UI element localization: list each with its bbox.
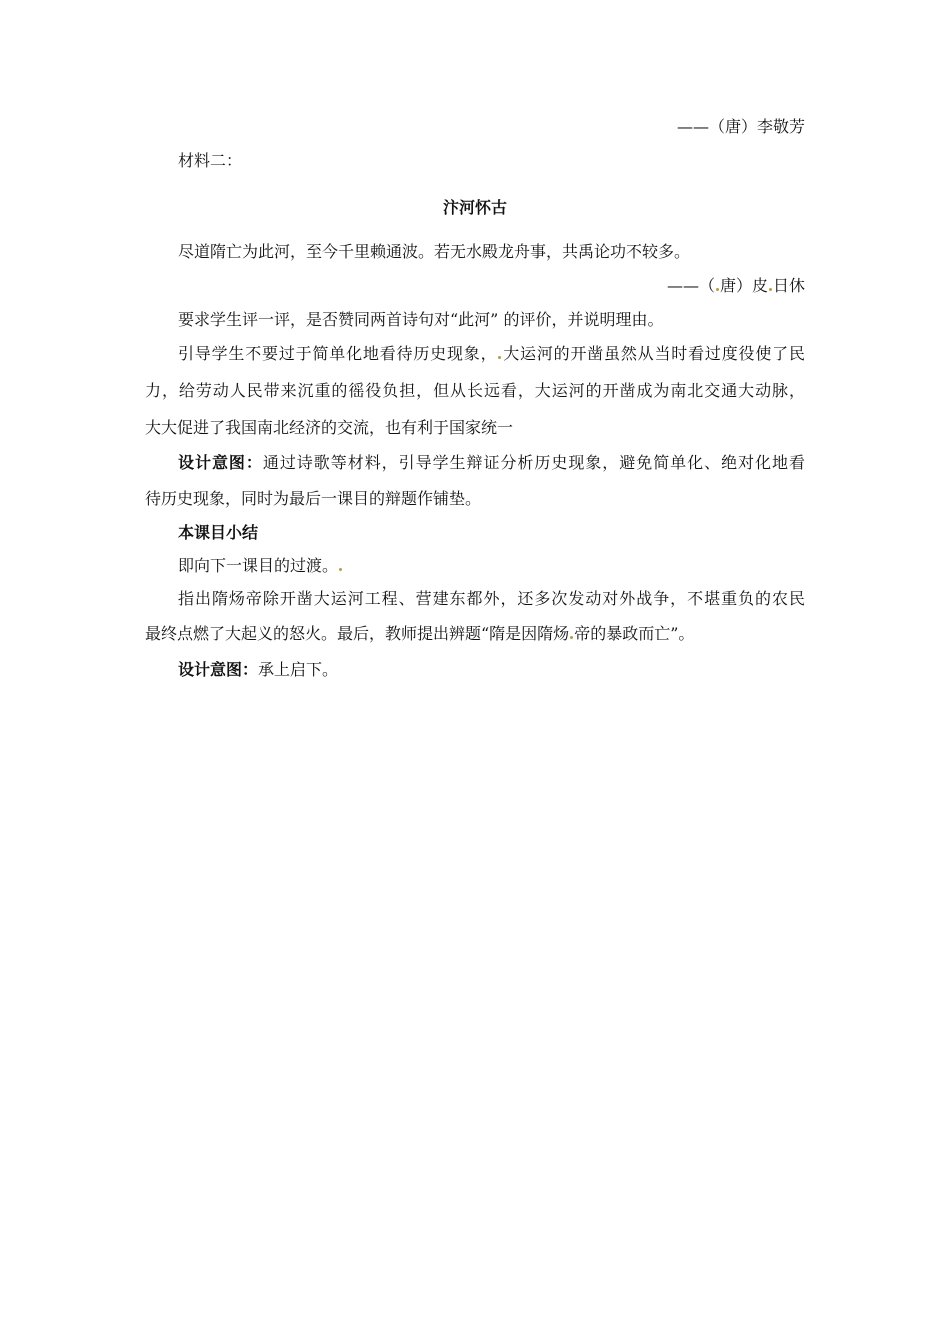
design-intent-1 <box>145 453 805 473</box>
guide-line-3: 大大促进了我国南北经济的交流，也有利于国家统一 <box>145 418 514 437</box>
task-paragraph: 要求学生评一评，是否赞同两首诗句对“此河” 的评价，并说明理由。 <box>178 310 664 329</box>
attribution-suffix: 唐）皮 <box>719 276 768 295</box>
poem-text: 尽道隋亡为此河，至今千里赖通波。若无水殿龙舟事，共禹论功不较多。 <box>178 242 691 261</box>
emperor-line-2 <box>145 624 805 644</box>
design-intent-2 <box>145 660 805 680</box>
emperor-line-2a: 最终点燃了大起义的怒火。最后，教师提出辨题“隋是因隋炀 <box>145 624 570 643</box>
design-text-1: 通过诗歌等材料，引导学生辩证分析历史现象，避免简单化、绝对化地看 <box>262 453 805 472</box>
attribution-prefix: ——（ <box>666 276 715 295</box>
mark-dot <box>339 568 342 571</box>
design-label: 设计意图： <box>178 660 259 679</box>
guide-line-2: 力，给劳动人民带来沉重的徭役负担，但从长远看，大运河的开凿成为南北交通大动脉， <box>145 381 805 400</box>
material1-attribution: ——（唐）李敬芳 <box>676 117 805 136</box>
guide-line-1 <box>145 344 805 364</box>
design-text-2: 承上启下。 <box>258 660 339 679</box>
emperor-line-1: 指出隋炀帝除开凿大运河工程、营建东都外，还多次发动对外战争，不堪重负的农民 <box>178 589 805 608</box>
design-intent-1-cont: 待历史现象，同时为最后一课目的辩题作铺垫。 <box>145 489 482 508</box>
mark-dot <box>570 636 573 639</box>
design-label: 设计意图： <box>178 453 263 472</box>
material2-attribution <box>145 276 805 296</box>
attribution-end: 日休 <box>772 276 805 295</box>
mark-dot <box>716 288 719 291</box>
guide-line-1a: 引导学生不要过于简单化地看待历史现象， <box>178 344 498 363</box>
summary-heading: 本课目小结 <box>178 523 259 542</box>
mark-dot <box>498 356 501 359</box>
summary-transition <box>145 556 805 576</box>
material2-heading: 材料二： <box>178 151 243 170</box>
emperor-line-2b: 帝的暴政而亡”。 <box>574 624 695 643</box>
transition-text: 即向下一课目的过渡。 <box>178 556 339 575</box>
mark-dot <box>769 288 772 291</box>
poem-title: 汴河怀古 <box>442 198 507 217</box>
guide-line-1b: 大运河的开凿虽然从当时看过度役使了民 <box>502 344 805 363</box>
